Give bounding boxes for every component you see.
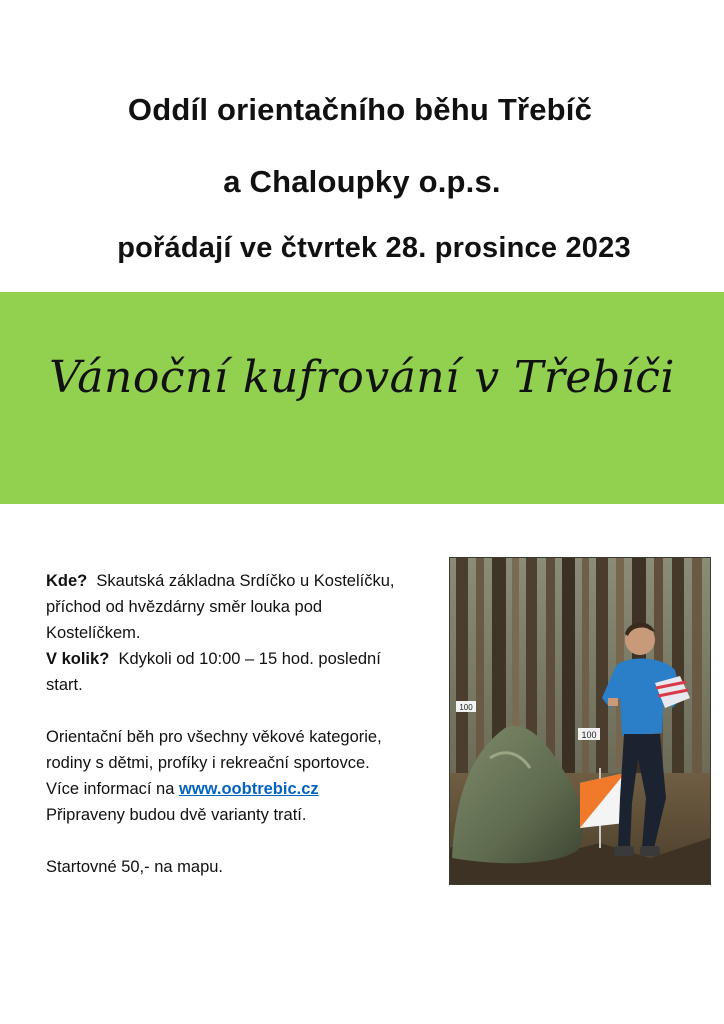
when-line-2: start.: [46, 676, 83, 694]
orienteering-photo: [449, 557, 711, 885]
where-paragraph: [46, 568, 436, 594]
control-number-plate-2: [456, 701, 476, 712]
control-number-2: 100: [459, 703, 473, 712]
more-info-prefix: Více informací na: [46, 780, 175, 798]
when-label: V kolik?: [46, 650, 110, 668]
when-line-1: Kdykoli od 10:00 – 15 hod. poslední: [118, 650, 381, 668]
control-number-1: 100: [581, 730, 597, 740]
when-paragraph: [46, 646, 436, 672]
more-info-line: [46, 776, 436, 802]
event-title: Vánoční kufrování v Třebíči: [49, 352, 675, 403]
title-band: [0, 292, 724, 504]
event-info: [46, 568, 436, 880]
spacer: [46, 698, 436, 724]
where-line-3: Kostelíčkem.: [46, 624, 141, 642]
forest-runner-illustration: [450, 558, 710, 884]
website-link[interactable]: www.oobtrebic.cz: [178, 780, 319, 798]
control-number-plate-1: [578, 728, 600, 740]
desc-line-1: Orientační běh pro všechny věkové kategorie,: [46, 728, 382, 746]
organizer-line-1: Oddíl orientačního běhu Třebíč: [127, 92, 593, 127]
where-line-1: Skautská základna Srdíčko u Kostelíčku,: [96, 572, 395, 590]
where-label: Kde?: [46, 572, 88, 590]
desc-line-4: Připraveny budou dvě varianty tratí.: [46, 806, 307, 824]
where-line-2: příchod od hvězdárny směr louka pod: [46, 598, 323, 616]
desc-line-2: rodiny s dětmi, profíky i rekreační sportovce.: [46, 754, 370, 772]
fee-line: Startovné 50,- na mapu.: [46, 858, 224, 876]
spacer: [46, 828, 436, 854]
organizer-line-2: a Chaloupky o.p.s.: [223, 164, 501, 199]
date-line: pořádají ve čtvrtek 28. prosince 2023: [117, 232, 631, 264]
